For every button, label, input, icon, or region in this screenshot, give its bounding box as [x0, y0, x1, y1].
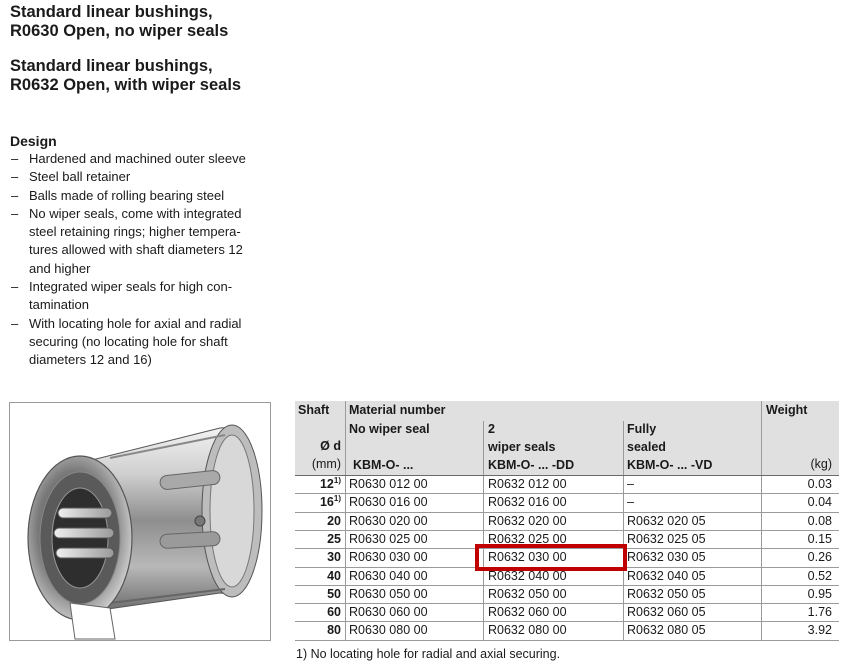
- row-divider: [295, 512, 839, 513]
- design-item-line: diameters 12 and 16): [29, 352, 152, 368]
- linear-bushing-illustration: [10, 403, 270, 640]
- material-no-seal: R0630 060 00: [349, 605, 428, 620]
- design-item: [10, 205, 285, 278]
- highlight-box: [475, 544, 627, 571]
- column-divider: [623, 421, 624, 641]
- header-no-wiper-seal: No wiper seal: [349, 422, 430, 436]
- shaft-value: 40: [327, 568, 341, 583]
- design-list: [10, 150, 285, 370]
- title-r0630: [10, 3, 228, 41]
- header-weight: Weight: [766, 403, 808, 417]
- material-fully-sealed: R0632 020 05: [627, 513, 706, 528]
- header-col1-code: KBM-O- ...: [353, 458, 414, 472]
- material-no-seal: R0630 016 00: [349, 495, 428, 510]
- shaft-value: 16: [319, 495, 334, 510]
- design-heading: Design: [10, 133, 57, 149]
- material-fully-sealed: R0632 050 05: [627, 586, 706, 601]
- row-divider: [295, 621, 839, 622]
- title-r0632-line2: R0632 Open, with wiper seals: [10, 76, 242, 94]
- design-item-line: tures allowed with shaft diameters 12: [29, 242, 243, 258]
- design-item-line: securing (no locating hole for shaft: [29, 333, 228, 349]
- shaft-value: 60: [327, 605, 341, 620]
- material-fully-sealed: –: [627, 477, 634, 491]
- material-fully-sealed: R0632 030 05: [627, 550, 706, 565]
- weight-value: 0.04: [807, 495, 832, 510]
- shaft-value: 12: [319, 477, 334, 491]
- material-fully-sealed: R0632 060 05: [627, 605, 706, 620]
- material-no-seal: R0630 030 00: [349, 550, 428, 565]
- material-two-seals: R0632 050 00: [488, 586, 567, 601]
- material-two-seals: R0632 030 00: [488, 550, 567, 565]
- weight-value: 1.76: [807, 605, 832, 620]
- shaft-value: 80: [327, 623, 341, 638]
- header-col3-line2: sealed: [627, 440, 666, 454]
- weight-value: 0.15: [807, 531, 832, 546]
- weight-value: 3.92: [807, 623, 832, 638]
- row-divider: [295, 585, 839, 586]
- header-col2-line2: wiper seals: [488, 440, 556, 454]
- material-fully-sealed: R0632 080 05: [627, 623, 706, 638]
- row-divider: [295, 530, 839, 531]
- column-divider: [345, 401, 346, 641]
- weight-value: 0.08: [807, 513, 832, 528]
- design-item-line: – Steel ball retainer: [29, 169, 131, 185]
- material-two-seals: R0632 016 00: [488, 495, 567, 510]
- footnote: 1) No locating hole for radial and axial securing.: [296, 647, 561, 661]
- footnote-ref: 1): [333, 476, 341, 485]
- material-two-seals: R0632 012 00: [488, 477, 567, 491]
- row-divider: [295, 475, 839, 476]
- design-item: [10, 315, 285, 370]
- design-item-line: and higher: [29, 260, 91, 276]
- shaft-value: 20: [327, 513, 341, 528]
- weight-value: 0.95: [807, 586, 832, 601]
- material-no-seal: R0630 040 00: [349, 568, 428, 583]
- title-r0630-line2: R0630 Open, no wiper seals: [10, 22, 229, 40]
- header-shaft-unit: (mm): [311, 457, 341, 471]
- shaft-diameter: [295, 532, 341, 546]
- material-fully-sealed: R0632 025 05: [627, 531, 706, 546]
- title-r0632-line1: Standard linear bushings,: [10, 57, 213, 75]
- shaft-diameter: [295, 605, 341, 619]
- table-bottom-rule: [295, 640, 839, 641]
- header-col3-line1: Fully: [627, 422, 657, 436]
- title-r0632: [10, 57, 241, 95]
- linear-bushing-photo: [9, 402, 271, 641]
- design-item: [10, 150, 285, 168]
- header-col2-line1: 2: [488, 422, 495, 436]
- row-divider: [295, 603, 839, 604]
- material-no-seal: R0630 020 00: [349, 513, 428, 528]
- material-no-seal: R0630 012 00: [349, 477, 428, 491]
- part-number-table: [295, 401, 839, 641]
- shaft-diameter: [295, 569, 341, 583]
- design-item: [10, 168, 285, 186]
- design-item-line: – Balls made of rolling bearing steel: [29, 187, 225, 203]
- material-fully-sealed: –: [627, 495, 634, 510]
- header-col3-code: KBM-O- ... -VD: [627, 458, 713, 472]
- row-divider: [295, 493, 839, 494]
- shaft-value: 25: [327, 531, 341, 546]
- material-two-seals: R0632 040 00: [488, 568, 567, 583]
- material-two-seals: R0632 060 00: [488, 605, 567, 620]
- shaft-diameter: [295, 495, 341, 509]
- design-item-line: – With locating hole for axial and radial: [29, 315, 242, 331]
- material-two-seals: R0632 025 00: [488, 531, 567, 546]
- design-item: [10, 187, 285, 205]
- material-fully-sealed: R0632 040 05: [627, 568, 706, 583]
- shaft-value: 50: [327, 586, 341, 601]
- design-item-line: steel retaining rings; higher tempera-: [29, 224, 241, 240]
- header-col2-code: KBM-O- ... -DD: [488, 458, 575, 472]
- shaft-value: 30: [327, 550, 341, 565]
- shaft-diameter: [295, 514, 341, 528]
- design-item: [10, 278, 285, 315]
- header-shaft-symbol: Ø d: [320, 439, 341, 453]
- weight-value: 0.52: [807, 568, 832, 583]
- shaft-diameter: [295, 587, 341, 601]
- weight-value: 0.03: [807, 477, 832, 491]
- material-no-seal: R0630 050 00: [349, 586, 428, 601]
- design-item-line: – Hardened and machined outer sleeve: [29, 151, 246, 166]
- material-no-seal: R0630 080 00: [349, 623, 428, 638]
- design-item-line: – No wiper seals, come with integrated: [29, 205, 242, 221]
- column-divider: [483, 421, 484, 641]
- material-two-seals: R0632 020 00: [488, 513, 567, 528]
- header-material-number: Material number: [349, 403, 446, 417]
- material-two-seals: R0632 080 00: [488, 623, 567, 638]
- design-section: [10, 132, 285, 370]
- material-no-seal: R0630 025 00: [349, 531, 428, 546]
- shaft-diameter: [295, 477, 341, 491]
- header-shaft: Shaft: [298, 403, 330, 417]
- design-item-line: – Integrated wiper seals for high con-: [29, 279, 233, 295]
- header-weight-unit: (kg): [810, 457, 832, 471]
- footnote-ref: 1): [333, 494, 341, 504]
- shaft-diameter: [295, 623, 341, 637]
- weight-value: 0.26: [807, 550, 832, 565]
- shaft-diameter: [295, 550, 341, 564]
- title-r0630-line1: Standard linear bushings,: [10, 3, 213, 21]
- design-item-line: tamination: [29, 297, 89, 313]
